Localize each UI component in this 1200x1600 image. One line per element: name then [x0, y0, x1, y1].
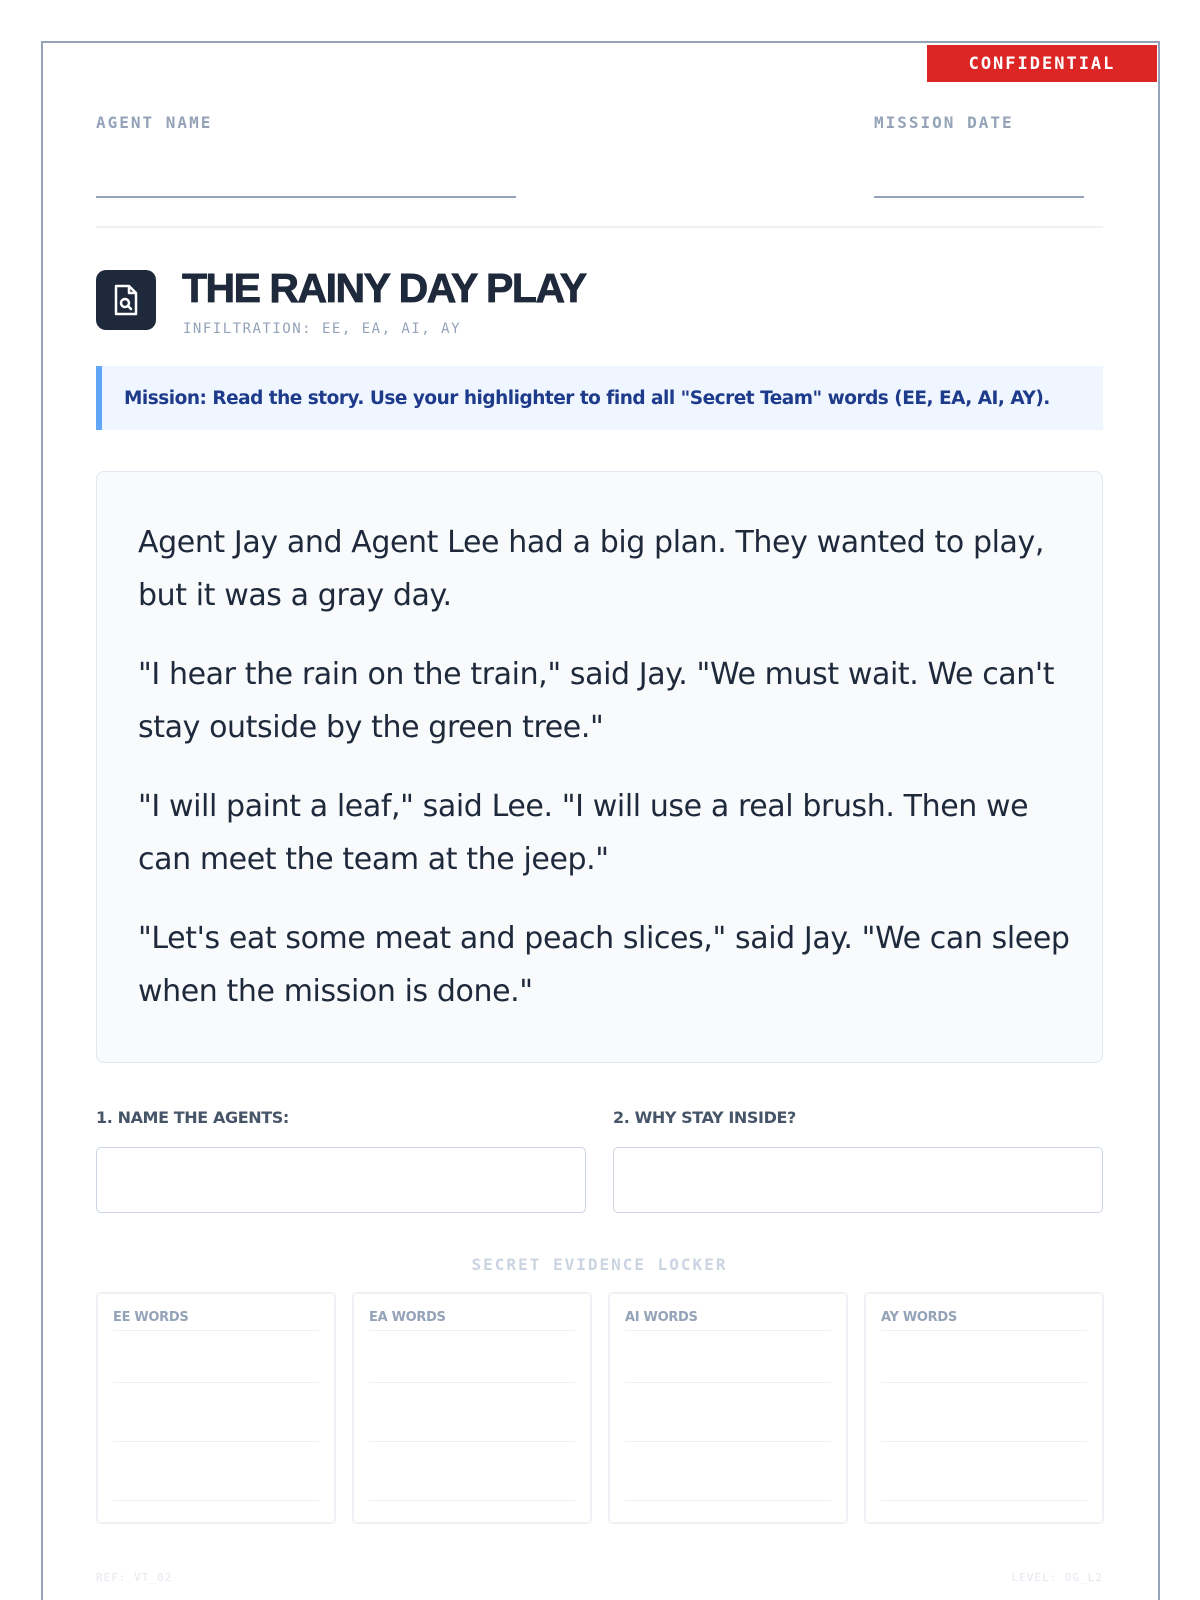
ea-words-box[interactable]: [352, 1292, 592, 1524]
header-divider: [96, 226, 1103, 228]
agent-name-field[interactable]: [96, 196, 516, 198]
writing-line: [625, 1382, 831, 1383]
writing-line: [625, 1330, 831, 1331]
writing-line: [881, 1500, 1087, 1501]
ee-words-box[interactable]: [96, 1292, 336, 1524]
writing-line: [113, 1382, 319, 1383]
ai-words-label: AI WORDS: [625, 1310, 698, 1325]
level-code: LEVEL: OG_L2: [1011, 1571, 1103, 1584]
ee-words-label: EE WORDS: [113, 1310, 189, 1325]
writing-line: [625, 1500, 831, 1501]
ai-words-box[interactable]: [608, 1292, 848, 1524]
mission-instructions: Mission: Read the story. Use your highlighter to find all "Secret Team" words (EE, EA, AI, AY).: [96, 366, 1103, 430]
story-paragraph: "I hear the rain on the train," said Jay. "We must wait. We can't stay outside by the green tree.": [138, 657, 1055, 745]
page-title: THE RAINY DAY PLAY: [182, 265, 586, 311]
question-1-answer-field[interactable]: [96, 1147, 586, 1213]
confidential-stamp: CONFIDENTIAL: [927, 45, 1157, 82]
story-box: [96, 471, 1103, 1063]
writing-line: [881, 1441, 1087, 1442]
writing-line: [881, 1382, 1087, 1383]
writing-line: [113, 1500, 319, 1501]
question-2-label: 2. WHY STAY INSIDE?: [613, 1108, 796, 1127]
writing-line: [369, 1330, 575, 1331]
question-2-answer-field[interactable]: [613, 1147, 1103, 1213]
writing-line: [113, 1441, 319, 1442]
ay-words-label: AY WORDS: [881, 1310, 957, 1325]
story-paragraph: "Let's eat some meat and peach slices," said Jay. "We can sleep when the mission is done.": [138, 921, 1070, 1009]
question-1-label: 1. NAME THE AGENTS:: [96, 1108, 289, 1127]
agent-name-label: AGENT NAME: [96, 113, 213, 132]
writing-line: [369, 1500, 575, 1501]
story-paragraph: Agent Jay and Agent Lee had a big plan. They wanted to play, but it was a gray day.: [138, 525, 1045, 613]
mission-date-field[interactable]: [874, 196, 1084, 198]
file-search-icon: [96, 270, 156, 330]
story-paragraph: "I will paint a leaf," said Lee. "I will use a real brush. Then we can meet the team at the jeep.": [138, 789, 1029, 877]
writing-line: [113, 1330, 319, 1331]
writing-line: [881, 1330, 1087, 1331]
writing-line: [625, 1441, 831, 1442]
mission-date-label: MISSION DATE: [874, 113, 1014, 132]
ea-words-label: EA WORDS: [369, 1310, 446, 1325]
reference-code: REF: VT_02: [96, 1571, 173, 1584]
evidence-locker-title: SECRET EVIDENCE LOCKER: [471, 1255, 728, 1274]
writing-line: [369, 1441, 575, 1442]
writing-line: [369, 1382, 575, 1383]
ay-words-box[interactable]: [864, 1292, 1104, 1524]
worksheet-page: [41, 41, 1160, 1600]
page-subtitle: INFILTRATION: EE, EA, AI, AY: [183, 321, 462, 337]
